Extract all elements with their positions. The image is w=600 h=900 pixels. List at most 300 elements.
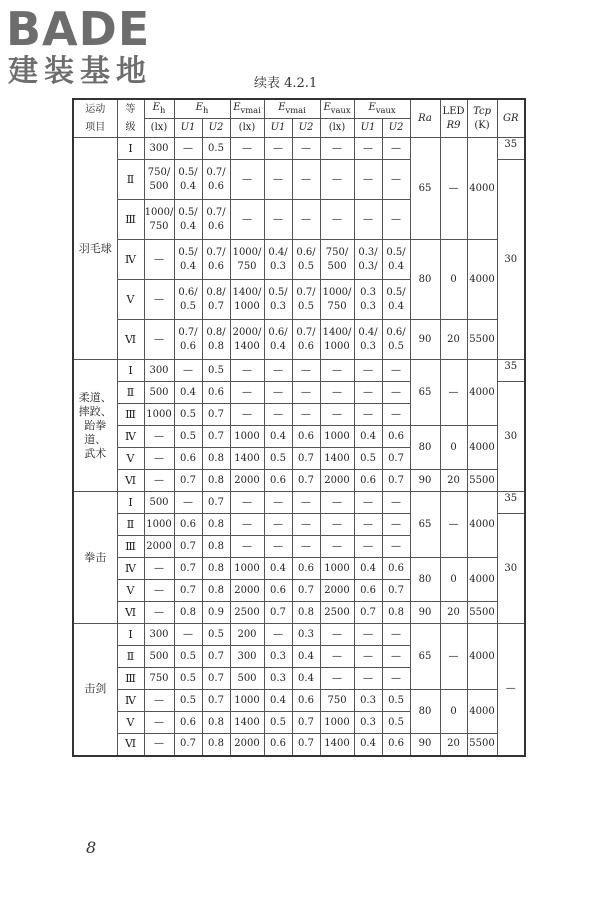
grade-cell: Ⅴ: [117, 280, 144, 320]
value-cell-u1: —: [174, 360, 202, 382]
tcp-cell: 5500: [467, 734, 497, 756]
led-r9-cell: —: [440, 492, 467, 558]
table-row: [73, 320, 525, 360]
grade-cell: Ⅰ: [117, 492, 144, 514]
led-r9-cell: 0: [440, 426, 467, 470]
value-cell-eaux: —: [320, 160, 354, 200]
tcp-cell: 4000: [467, 138, 497, 240]
brand-logo: [6, 4, 176, 90]
value-cell-au1: —: [354, 160, 382, 200]
header-evaux-u1: U1: [354, 119, 382, 138]
value-cell-emai: 200: [230, 624, 264, 646]
table-row: [73, 624, 525, 646]
led-r9-cell: 20: [440, 320, 467, 360]
header-grade: 等 级: [117, 99, 144, 138]
value-cell-u1: 0.7: [174, 558, 202, 580]
grade-cell: Ⅳ: [117, 240, 144, 280]
grade-cell: Ⅲ: [117, 404, 144, 426]
value-cell-emai: —: [230, 160, 264, 200]
value-cell-u2: 0.7/ 0.6: [202, 200, 230, 240]
value-cell-emai: —: [230, 138, 264, 160]
value-cell-emai: 1400/ 1000: [230, 280, 264, 320]
value-cell-u1: 0.7: [174, 536, 202, 558]
page-number: 8: [86, 838, 97, 857]
value-cell-u2: 0.7: [202, 690, 230, 712]
value-cell-mu2: 0.7: [292, 580, 320, 602]
tcp-cell: 4000: [467, 492, 497, 558]
ra-cell: 80: [410, 240, 440, 320]
grade-cell: Ⅱ: [117, 160, 144, 200]
header-eh-u1: U1: [174, 119, 202, 138]
grade-cell: Ⅵ: [117, 320, 144, 360]
header-eh-avg-unit: (lx): [144, 119, 174, 138]
header-gr: GR: [497, 99, 525, 138]
led-r9-cell: —: [440, 624, 467, 690]
led-r9-cell: 20: [440, 470, 467, 492]
value-cell-eh: 750: [144, 668, 174, 690]
value-cell-emai: 2000: [230, 580, 264, 602]
value-cell-au1: 0.4: [354, 734, 382, 756]
value-cell-u1: 0.5/ 0.4: [174, 200, 202, 240]
header-evmai-u2: U2: [292, 119, 320, 138]
value-cell-eh: 750/ 500: [144, 160, 174, 200]
value-cell-mu2: —: [292, 404, 320, 426]
value-cell-au2: 0.5/ 0.4: [382, 280, 410, 320]
value-cell-emai: —: [230, 404, 264, 426]
value-cell-u1: 0.5/ 0.4: [174, 160, 202, 200]
value-cell-eaux: 1000/ 750: [320, 280, 354, 320]
value-cell-au2: —: [382, 138, 410, 160]
value-cell-eaux: —: [320, 404, 354, 426]
tcp-cell: 5500: [467, 470, 497, 492]
value-cell-au1: 0.6: [354, 580, 382, 602]
value-cell-au2: —: [382, 160, 410, 200]
value-cell-eh: 500: [144, 646, 174, 668]
value-cell-au2: —: [382, 404, 410, 426]
tcp-cell: 4000: [467, 360, 497, 426]
value-cell-u1: 0.6/ 0.5: [174, 280, 202, 320]
grade-cell: Ⅴ: [117, 448, 144, 470]
tcp-cell: 4000: [467, 240, 497, 320]
gr-cell: 35: [497, 492, 525, 514]
value-cell-mu2: 0.7/ 0.6: [292, 320, 320, 360]
ra-cell: 90: [410, 734, 440, 756]
value-cell-eaux: —: [320, 200, 354, 240]
value-cell-u1: —: [174, 138, 202, 160]
value-cell-u2: 0.6: [202, 382, 230, 404]
value-cell-eaux: —: [320, 646, 354, 668]
value-cell-au1: 0.4/ 0.3: [354, 320, 382, 360]
value-cell-u1: 0.6: [174, 448, 202, 470]
grade-cell: Ⅰ: [117, 138, 144, 160]
value-cell-mu2: 0.6/ 0.5: [292, 240, 320, 280]
gr-cell: 35: [497, 360, 525, 382]
value-cell-eh: —: [144, 712, 174, 734]
ra-cell: 80: [410, 690, 440, 734]
value-cell-u1: 0.5: [174, 690, 202, 712]
value-cell-eh: —: [144, 448, 174, 470]
header-ra: Ra: [410, 99, 440, 138]
value-cell-mu2: 0.4: [292, 646, 320, 668]
value-cell-u1: 0.5: [174, 668, 202, 690]
value-cell-mu2: 0.7: [292, 470, 320, 492]
logo-text-en: BADE: [6, 2, 151, 56]
value-cell-au1: 0.5: [354, 448, 382, 470]
value-cell-mu1: —: [264, 138, 292, 160]
grade-cell: Ⅴ: [117, 712, 144, 734]
value-cell-eh: 2000: [144, 536, 174, 558]
value-cell-mu1: —: [264, 200, 292, 240]
value-cell-eaux: —: [320, 624, 354, 646]
value-cell-eaux: —: [320, 382, 354, 404]
value-cell-au2: —: [382, 382, 410, 404]
value-cell-au2: —: [382, 536, 410, 558]
value-cell-u1: 0.5: [174, 646, 202, 668]
ra-cell: 90: [410, 602, 440, 624]
value-cell-au1: —: [354, 200, 382, 240]
ra-cell: 90: [410, 320, 440, 360]
value-cell-emai: —: [230, 382, 264, 404]
value-cell-eh: —: [144, 734, 174, 756]
grade-cell: Ⅲ: [117, 200, 144, 240]
header-evaux-uniformity: $E_{vaux}$: [354, 99, 410, 119]
value-cell-u2: 0.8: [202, 580, 230, 602]
value-cell-au2: 0.5/ 0.4: [382, 240, 410, 280]
value-cell-u1: 0.8: [174, 602, 202, 624]
gr-cell: —: [497, 624, 525, 756]
value-cell-au2: —: [382, 492, 410, 514]
value-cell-mu2: 0.7: [292, 734, 320, 756]
value-cell-mu2: —: [292, 492, 320, 514]
value-cell-eaux: —: [320, 138, 354, 160]
value-cell-au2: 0.6: [382, 426, 410, 448]
value-cell-mu2: —: [292, 200, 320, 240]
value-cell-u1: 0.4: [174, 382, 202, 404]
value-cell-au1: —: [354, 492, 382, 514]
value-cell-emai: —: [230, 200, 264, 240]
value-cell-eh: 300: [144, 624, 174, 646]
value-cell-emai: —: [230, 360, 264, 382]
value-cell-eh: —: [144, 280, 174, 320]
grade-cell: Ⅳ: [117, 426, 144, 448]
header-evmai-uniformity: $E_{vmai}$: [264, 99, 320, 119]
value-cell-au2: 0.7: [382, 580, 410, 602]
value-cell-mu1: 0.6: [264, 470, 292, 492]
tcp-cell: 4000: [467, 690, 497, 734]
value-cell-eaux: 1400: [320, 734, 354, 756]
table-row: [73, 470, 525, 492]
value-cell-u2: 0.8: [202, 448, 230, 470]
header-evmai: $E_{vmai}$: [230, 99, 264, 119]
value-cell-u2: 0.8: [202, 536, 230, 558]
value-cell-u2: 0.7: [202, 646, 230, 668]
value-cell-eaux: 2000: [320, 470, 354, 492]
value-cell-u2: 0.8/ 0.8: [202, 320, 230, 360]
value-cell-au1: 0.7: [354, 602, 382, 624]
table-row: [73, 690, 525, 712]
grade-cell: Ⅳ: [117, 690, 144, 712]
lighting-standards-table: [72, 98, 526, 757]
value-cell-au1: —: [354, 514, 382, 536]
value-cell-eh: 1000: [144, 514, 174, 536]
value-cell-eh: —: [144, 470, 174, 492]
value-cell-eaux: 750: [320, 690, 354, 712]
value-cell-eaux: —: [320, 360, 354, 382]
value-cell-u1: —: [174, 624, 202, 646]
value-cell-mu1: 0.4: [264, 426, 292, 448]
value-cell-mu1: 0.6: [264, 580, 292, 602]
tcp-cell: 5500: [467, 320, 497, 360]
value-cell-eaux: 1000: [320, 558, 354, 580]
value-cell-mu1: —: [264, 404, 292, 426]
grade-cell: Ⅱ: [117, 514, 144, 536]
value-cell-u2: 0.8: [202, 558, 230, 580]
value-cell-u2: 0.7: [202, 404, 230, 426]
value-cell-mu1: 0.4: [264, 690, 292, 712]
header-eh-u2: U2: [202, 119, 230, 138]
ra-cell: 65: [410, 138, 440, 240]
gr-cell: 30: [497, 514, 525, 624]
value-cell-mu1: —: [264, 514, 292, 536]
grade-cell: Ⅱ: [117, 646, 144, 668]
grade-cell: Ⅱ: [117, 382, 144, 404]
value-cell-mu1: 0.4: [264, 558, 292, 580]
value-cell-eh: —: [144, 690, 174, 712]
sport-name-cell: 拳击: [73, 492, 117, 624]
value-cell-mu1: 0.5/ 0.3: [264, 280, 292, 320]
grade-cell: Ⅳ: [117, 558, 144, 580]
value-cell-mu1: —: [264, 382, 292, 404]
value-cell-eaux: 750/ 500: [320, 240, 354, 280]
value-cell-au1: 0.4: [354, 426, 382, 448]
value-cell-mu1: 0.6: [264, 734, 292, 756]
gr-cell: 30: [497, 382, 525, 492]
value-cell-mu2: —: [292, 160, 320, 200]
value-cell-au2: —: [382, 360, 410, 382]
header-led: LED R9: [440, 99, 467, 138]
value-cell-mu1: 0.5: [264, 448, 292, 470]
value-cell-au1: 0.6: [354, 470, 382, 492]
led-r9-cell: 20: [440, 734, 467, 756]
value-cell-emai: 1000/ 750: [230, 240, 264, 280]
value-cell-au1: —: [354, 382, 382, 404]
value-cell-mu2: 0.8: [292, 602, 320, 624]
value-cell-au2: 0.6: [382, 558, 410, 580]
value-cell-eh: —: [144, 580, 174, 602]
value-cell-eaux: 1000: [320, 712, 354, 734]
value-cell-au2: 0.8: [382, 602, 410, 624]
value-cell-eaux: 1400/ 1000: [320, 320, 354, 360]
value-cell-mu2: —: [292, 514, 320, 536]
value-cell-mu1: —: [264, 360, 292, 382]
value-cell-eh: 1000/ 750: [144, 200, 174, 240]
ra-cell: 65: [410, 624, 440, 690]
value-cell-mu1: 0.5: [264, 712, 292, 734]
value-cell-emai: —: [230, 514, 264, 536]
sport-name-cell: 柔道、 摔跤、 跆拳道、 武术: [73, 360, 117, 492]
header-evaux-u2: U2: [382, 119, 410, 138]
value-cell-au1: —: [354, 360, 382, 382]
value-cell-eh: —: [144, 320, 174, 360]
value-cell-mu2: 0.7/ 0.5: [292, 280, 320, 320]
value-cell-eaux: —: [320, 514, 354, 536]
ra-cell: 65: [410, 360, 440, 426]
value-cell-mu2: —: [292, 536, 320, 558]
led-r9-cell: 0: [440, 558, 467, 602]
value-cell-mu2: 0.4: [292, 668, 320, 690]
tcp-cell: 4000: [467, 624, 497, 690]
value-cell-au1: —: [354, 668, 382, 690]
led-r9-cell: 0: [440, 240, 467, 320]
value-cell-au2: —: [382, 200, 410, 240]
value-cell-eh: —: [144, 426, 174, 448]
value-cell-emai: 1000: [230, 690, 264, 712]
ra-cell: 80: [410, 426, 440, 470]
tcp-cell: 4000: [467, 426, 497, 470]
value-cell-au1: —: [354, 138, 382, 160]
value-cell-emai: —: [230, 492, 264, 514]
table-row: [73, 138, 525, 160]
value-cell-au2: 0.6: [382, 734, 410, 756]
table-row: [73, 734, 525, 756]
gr-cell: 30: [497, 160, 525, 360]
table-row: [73, 426, 525, 448]
value-cell-mu2: —: [292, 138, 320, 160]
ra-cell: 65: [410, 492, 440, 558]
value-cell-au2: 0.5: [382, 690, 410, 712]
value-cell-u2: 0.9: [202, 602, 230, 624]
value-cell-eaux: —: [320, 668, 354, 690]
value-cell-au1: 0.4: [354, 558, 382, 580]
value-cell-eh: —: [144, 240, 174, 280]
tcp-cell: 5500: [467, 602, 497, 624]
value-cell-u2: 0.7: [202, 426, 230, 448]
value-cell-mu2: 0.6: [292, 426, 320, 448]
value-cell-au1: 0.3: [354, 712, 382, 734]
value-cell-u1: 0.5: [174, 426, 202, 448]
value-cell-eh: —: [144, 602, 174, 624]
value-cell-u1: 0.7: [174, 580, 202, 602]
value-cell-u2: 0.5: [202, 138, 230, 160]
value-cell-mu2: 0.3: [292, 624, 320, 646]
header-evaux: $E_{vaux}$: [320, 99, 354, 119]
value-cell-u2: 0.5: [202, 624, 230, 646]
tcp-cell: 4000: [467, 558, 497, 602]
value-cell-eaux: —: [320, 536, 354, 558]
header-sport: 运动 项目: [73, 99, 117, 138]
value-cell-au2: 0.5: [382, 712, 410, 734]
value-cell-emai: —: [230, 536, 264, 558]
value-cell-u2: 0.7: [202, 492, 230, 514]
table-row: [73, 602, 525, 624]
value-cell-eaux: 1000: [320, 426, 354, 448]
value-cell-au2: —: [382, 514, 410, 536]
value-cell-u1: 0.5/ 0.4: [174, 240, 202, 280]
value-cell-emai: 300: [230, 646, 264, 668]
value-cell-mu2: 0.7: [292, 712, 320, 734]
value-cell-mu2: 0.7: [292, 448, 320, 470]
grade-cell: Ⅲ: [117, 668, 144, 690]
value-cell-au1: —: [354, 646, 382, 668]
value-cell-eaux: 2000: [320, 580, 354, 602]
value-cell-mu1: —: [264, 492, 292, 514]
value-cell-u2: 0.8: [202, 712, 230, 734]
header-evaux-unit: (lx): [320, 119, 354, 138]
value-cell-mu1: 0.7: [264, 602, 292, 624]
value-cell-au2: —: [382, 646, 410, 668]
value-cell-u1: 0.6: [174, 514, 202, 536]
value-cell-emai: 2000: [230, 470, 264, 492]
value-cell-au1: 0.3/ 0.3/: [354, 240, 382, 280]
ra-cell: 90: [410, 470, 440, 492]
value-cell-eh: 500: [144, 492, 174, 514]
led-r9-cell: 0: [440, 690, 467, 734]
value-cell-emai: 2000: [230, 734, 264, 756]
value-cell-emai: 2500: [230, 602, 264, 624]
value-cell-u1: 0.5: [174, 404, 202, 426]
ra-cell: 80: [410, 558, 440, 602]
value-cell-mu1: —: [264, 160, 292, 200]
value-cell-emai: 1400: [230, 448, 264, 470]
value-cell-mu1: —: [264, 624, 292, 646]
value-cell-u2: 0.8/ 0.7: [202, 280, 230, 320]
value-cell-au1: —: [354, 624, 382, 646]
grade-cell: Ⅲ: [117, 536, 144, 558]
value-cell-u2: 0.8: [202, 514, 230, 536]
led-r9-cell: —: [440, 360, 467, 426]
value-cell-mu1: —: [264, 536, 292, 558]
grade-cell: Ⅵ: [117, 734, 144, 756]
header-eh: $E_h$: [174, 99, 230, 119]
value-cell-mu2: 0.6: [292, 690, 320, 712]
value-cell-u1: 0.7: [174, 470, 202, 492]
grade-cell: Ⅰ: [117, 624, 144, 646]
gr-cell: 35: [497, 138, 525, 160]
grade-cell: Ⅵ: [117, 602, 144, 624]
value-cell-eaux: —: [320, 492, 354, 514]
header-eh-avg: $E_h$: [144, 99, 174, 119]
table-caption: 续表 4.2.1: [254, 76, 318, 91]
header-evmai-u1: U1: [264, 119, 292, 138]
table-row: [73, 360, 525, 382]
grade-cell: Ⅵ: [117, 470, 144, 492]
value-cell-u1: 0.7: [174, 734, 202, 756]
value-cell-emai: 1000: [230, 426, 264, 448]
value-cell-u1: —: [174, 492, 202, 514]
value-cell-eh: —: [144, 558, 174, 580]
value-cell-mu1: 0.3: [264, 646, 292, 668]
header-evmai-unit: (lx): [230, 119, 264, 138]
value-cell-eaux: 1400: [320, 448, 354, 470]
value-cell-u2: 0.8: [202, 470, 230, 492]
led-r9-cell: 20: [440, 602, 467, 624]
value-cell-au1: —: [354, 404, 382, 426]
value-cell-au1: 0.3 0.3: [354, 280, 382, 320]
value-cell-u2: 0.8: [202, 734, 230, 756]
logo-text-cn: 建装基地: [8, 54, 152, 89]
value-cell-au1: 0.3: [354, 690, 382, 712]
sport-name-cell: 羽毛球: [73, 138, 117, 360]
value-cell-mu1: 0.6/ 0.4: [264, 320, 292, 360]
value-cell-au2: —: [382, 668, 410, 690]
sport-name-cell: 击剑: [73, 624, 117, 756]
value-cell-emai: 2000/ 1400: [230, 320, 264, 360]
value-cell-eh: 500: [144, 382, 174, 404]
value-cell-u2: 0.5: [202, 360, 230, 382]
value-cell-eh: 300: [144, 138, 174, 160]
value-cell-mu1: 0.3: [264, 668, 292, 690]
value-cell-au2: 0.7: [382, 470, 410, 492]
